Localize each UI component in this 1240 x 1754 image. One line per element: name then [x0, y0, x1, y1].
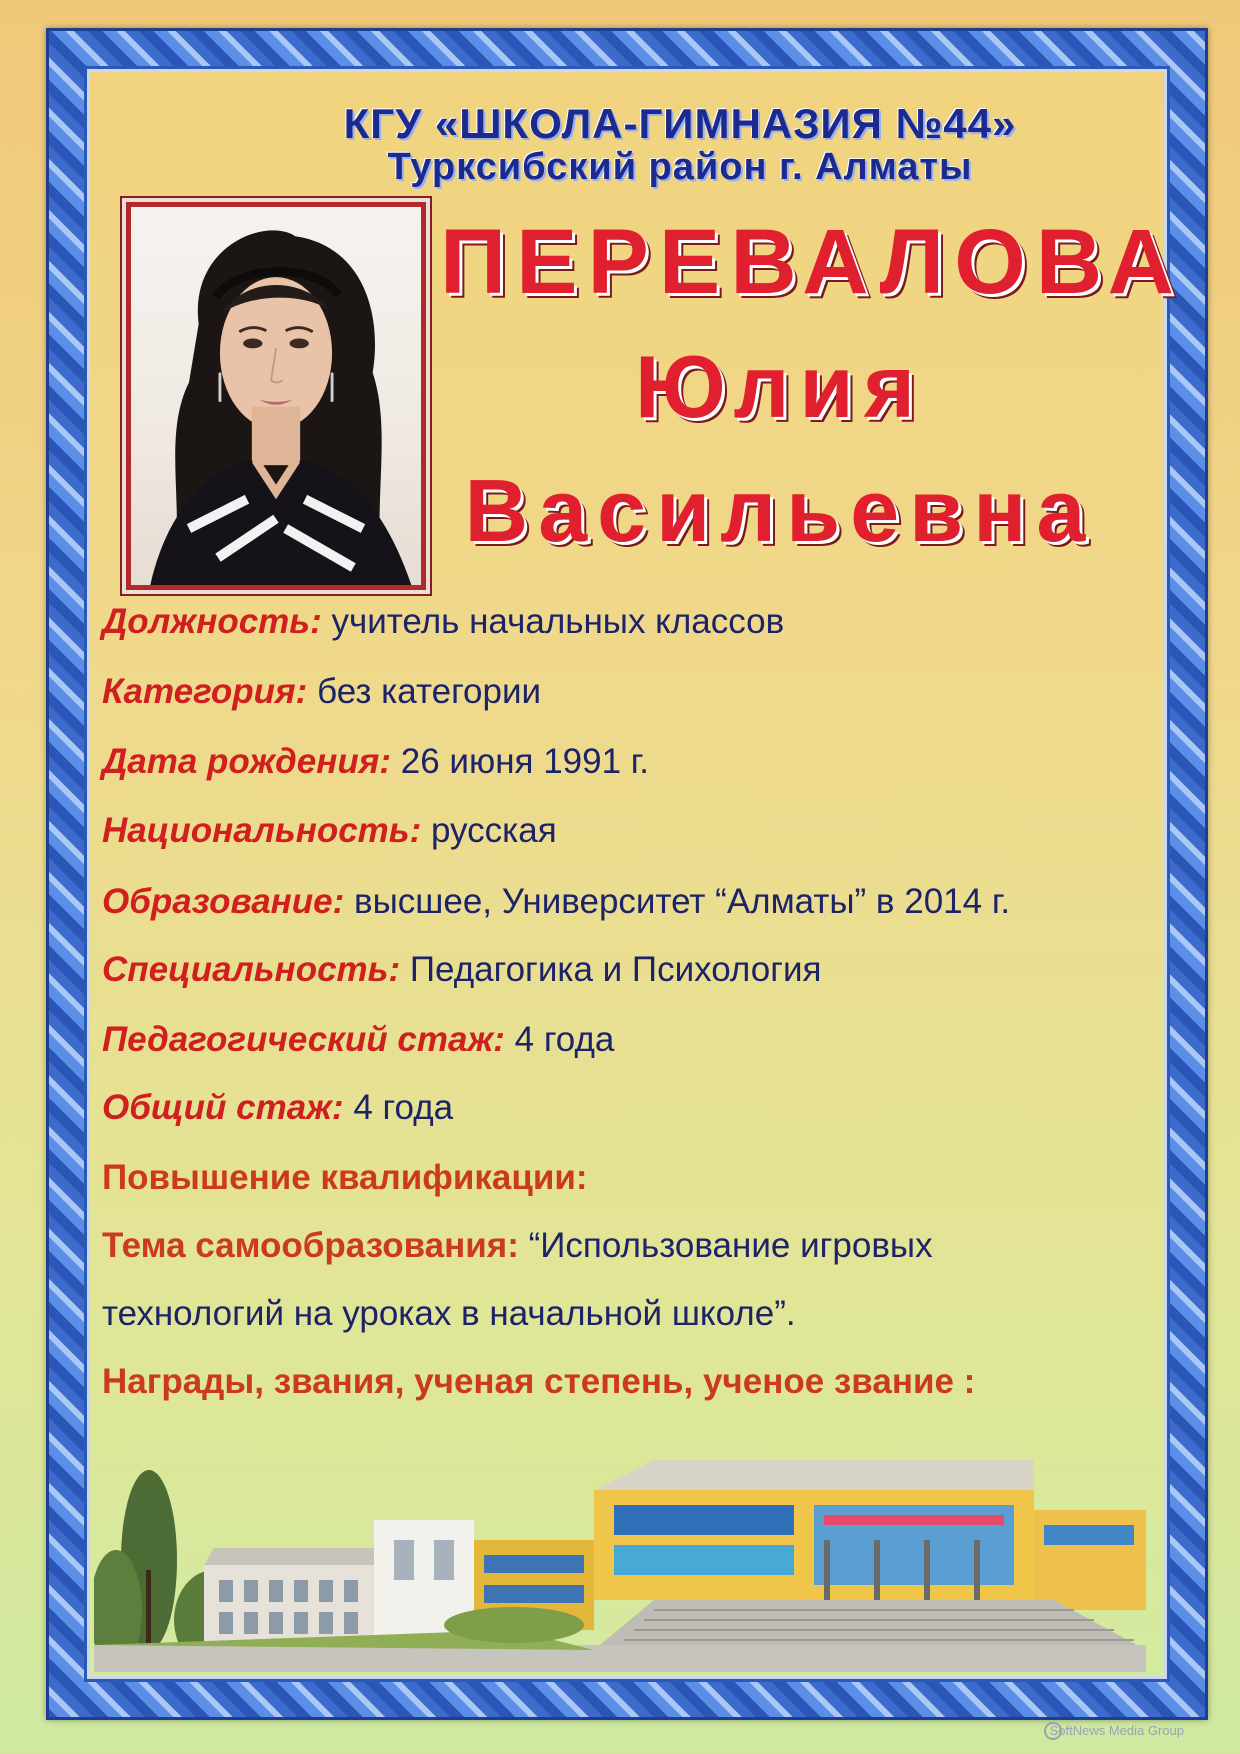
detail-label: Педагогический стаж:	[102, 1020, 505, 1059]
detail-row-awards	[102, 1364, 1132, 1399]
detail-value: Педагогика и Психология	[409, 950, 822, 989]
detail-value: технологий на уроках в начальной школе”.	[102, 1294, 796, 1333]
detail-row-specialty	[102, 952, 1132, 987]
detail-value: без категории	[317, 672, 542, 711]
detail-value: 26 июня 1991 г.	[400, 742, 650, 781]
detail-value: 4 года	[514, 1020, 615, 1059]
detail-label: Дата рождения:	[102, 742, 392, 781]
detail-label: Должность:	[102, 602, 322, 641]
detail-label: Тема самообразования:	[102, 1226, 519, 1265]
detail-label: Награды, звания, ученая степень, ученое звание :	[102, 1362, 976, 1401]
detail-row-education	[102, 884, 1132, 919]
school-building-image	[94, 1420, 1146, 1672]
detail-row-category	[102, 674, 1132, 709]
school-district: Турксибский район г. Алматы	[387, 146, 973, 188]
detail-row-qualification	[102, 1160, 1132, 1195]
detail-label: Повышение квалификации:	[102, 1158, 588, 1197]
school-name: КГУ «ШКОЛА-ГИМНАЗИЯ №44»	[343, 100, 1017, 147]
detail-label: Специальность:	[102, 950, 401, 989]
detail-label: Национальность:	[102, 811, 422, 850]
detail-row-teaching-experience	[102, 1022, 1132, 1057]
detail-value: учитель начальных классов	[331, 602, 785, 641]
detail-row-self-education	[102, 1228, 1132, 1263]
detail-value: высшее, Университет “Алматы” в 2014 г.	[354, 882, 1011, 921]
teacher-surname: ПЕРЕВАЛОВА	[440, 211, 1185, 313]
detail-row-position	[102, 604, 1132, 639]
teacher-patronymic: Васильевна	[464, 461, 1096, 560]
detail-row-self-education-cont	[102, 1296, 1132, 1331]
detail-label: Образование:	[102, 882, 345, 921]
teacher-first-name: Юлия	[635, 337, 925, 436]
detail-row-nationality	[102, 813, 1132, 848]
detail-value: “Использование игровых	[528, 1226, 933, 1265]
detail-label: Общий стаж:	[102, 1088, 344, 1127]
detail-row-total-experience	[102, 1090, 1132, 1125]
detail-value: русская	[430, 811, 557, 850]
detail-row-birthdate	[102, 744, 1132, 779]
watermark: SoftNews Media Group	[1049, 1723, 1184, 1738]
teacher-portrait	[126, 202, 426, 590]
detail-value: 4 года	[353, 1088, 454, 1127]
detail-label: Категория:	[102, 672, 308, 711]
